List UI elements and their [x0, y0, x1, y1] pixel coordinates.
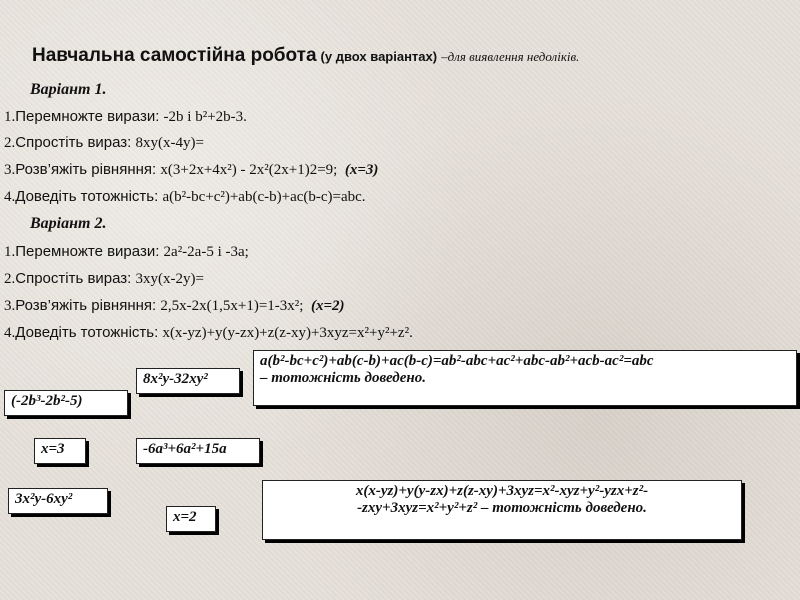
- v2-task-4: 4.Доведіть тотожність: x(x-yz)+y(y-zx)+z(z-xy)+3xyz=x²+y²+z².: [4, 324, 413, 341]
- v2-task-1: 1.Перемножте вирази: 2a²-2a-5 і -3a;: [4, 243, 249, 260]
- answer-b3: x=2: [166, 506, 216, 532]
- answer-a4-line1: a(b²-bc+c²)+ab(c-b)+ac(b-c)=ab²-abc+ac²+abc-ab²+acb-ac²=abc: [260, 353, 654, 369]
- answer-a2: 8x²y-32xy²: [136, 368, 240, 394]
- answer-b2: 3x²y-6xy²: [8, 488, 108, 514]
- answer-a3: x=3: [34, 438, 86, 464]
- title-rest: –для виявлення недоліків.: [441, 49, 580, 64]
- v1-task-4: 4.Доведіть тотожність: a(b²-bc+c²)+ab(c-b)+ac(b-c)=abc.: [4, 188, 366, 205]
- title-paren: (у двох варіантах): [320, 49, 438, 64]
- v1-task-2: 2.Спростіть вираз: 8xy(x-4y)=: [4, 134, 204, 151]
- answer-b1: -6a³+6a²+15a: [136, 438, 260, 464]
- v2-task-3: 3.Розв’яжіть рівняння: 2,5x-2x(1,5x+1)=1-3x²; (x=2): [4, 297, 345, 314]
- variant2-heading: Варіант 2.: [30, 215, 107, 232]
- answer-a1: (-2b³-2b²-5): [4, 390, 128, 416]
- title-main: Навчальна самостійна робота: [32, 45, 317, 66]
- v2-task-3-answer: (x=2): [310, 298, 345, 314]
- answer-a4-line2: – тотожність доведено.: [260, 370, 426, 386]
- answer-b4-line1: x(x-yz)+y(y-zx)+z(z-xy)+3xyz=x²-xyz+y²-yzx+z²-: [355, 483, 649, 499]
- answer-b4: [262, 480, 742, 540]
- v1-task-3: 3.Розв’яжіть рівняння: x(3+2x+4x²) - 2x²(2x+1)2=9; (x=3): [4, 161, 379, 178]
- v1-task-1: 1.Перемножте вирази: -2b і b²+2b-3.: [4, 108, 247, 125]
- variant1-heading: Варіант 1.: [30, 81, 107, 98]
- answer-a4: [253, 350, 797, 406]
- v2-task-2: 2.Спростіть вираз: 3xy(x-2y)=: [4, 270, 204, 287]
- answer-b4-line2: -zxy+3xyz=x²+y²+z² – тотожність доведено.: [357, 500, 647, 516]
- page-title: [32, 45, 579, 67]
- v1-task-3-answer: (x=3): [344, 162, 379, 178]
